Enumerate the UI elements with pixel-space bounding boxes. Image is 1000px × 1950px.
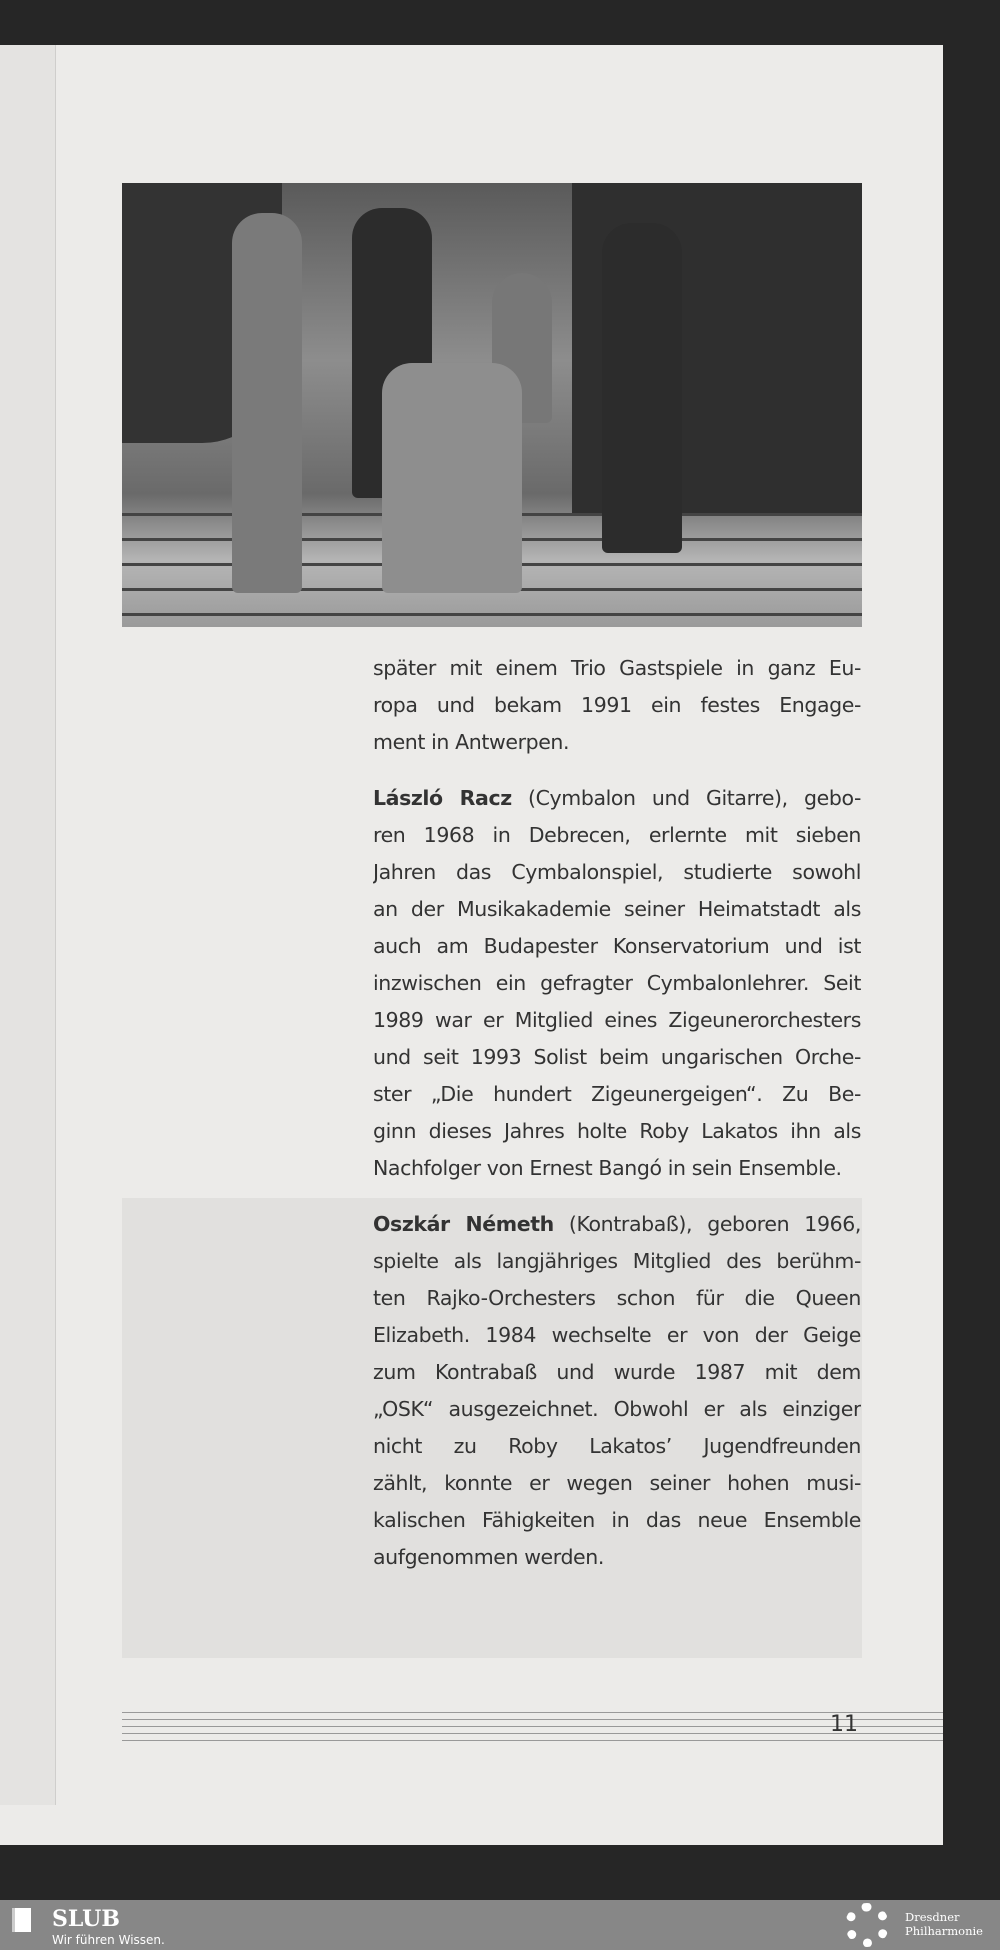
staff-line: [122, 1733, 943, 1734]
slub-book-icon: [12, 1908, 31, 1932]
text-line: Nachfolger von Ernest Bangó in sein Ensemble.: [373, 1156, 842, 1180]
text-line: ten Rajko-Orchesters schon für die Queen: [373, 1286, 861, 1310]
previous-page-edge: [0, 45, 56, 1805]
philharmonie-logo[interactable]: [905, 1910, 983, 1938]
footer-bar: [0, 1900, 1000, 1950]
page-number: 11: [830, 1712, 858, 1737]
slub-logo[interactable]: SLUB: [52, 1906, 120, 1932]
text-line: an der Musikakademie seiner Heimatstadt als: [373, 897, 861, 921]
staff-line: [122, 1719, 943, 1720]
staff-line: [122, 1712, 943, 1713]
musician-name: László Racz: [373, 786, 512, 810]
paragraph-1: [373, 650, 861, 761]
text-line: ster „Die hundert Zigeunergeigen“. Zu Be-: [373, 1082, 861, 1106]
paragraph-oszkar-nemeth: [373, 1206, 861, 1576]
text-line: Jahren das Cymbalonspiel, studierte sowohl: [373, 860, 861, 884]
text-line: spielte als langjähriges Mitglied des berühm-: [373, 1249, 861, 1273]
text-line: ropa und bekam 1991 ein festes Engage-: [373, 693, 861, 717]
musician-name: Oszkár Németh: [373, 1212, 554, 1236]
text-line: zum Kontrabaß und wurde 1987 mit dem: [373, 1360, 861, 1384]
slub-tagline: Wir führen Wissen.: [52, 1933, 165, 1947]
paragraph-laszlo-racz: [373, 780, 861, 1187]
text-line: ginn dieses Jahres holte Roby Lakatos ihn als: [373, 1119, 861, 1143]
partner-line-2: Philharmonie: [905, 1924, 983, 1938]
text-line: ren 1968 in Debrecen, erlernte mit sieben: [373, 823, 861, 847]
text-line: aufgenommen werden.: [373, 1545, 604, 1569]
text-line: (Cymbalon und Gitarre), gebo-: [511, 786, 861, 810]
text-line: zählt, konnte er wegen seiner hohen musi-: [373, 1471, 861, 1495]
text-line: Elizabeth. 1984 wechselte er von der Geige: [373, 1323, 861, 1347]
text-line: „OSK“ ausgezeichnet. Obwohl er als einziger: [373, 1397, 861, 1421]
philharmonie-logo-icon: [845, 1903, 889, 1947]
text-line: und seit 1993 Solist beim ungarischen Orche-: [373, 1045, 861, 1069]
partner-line-1: Dresdner: [905, 1910, 960, 1924]
staff-line: [122, 1740, 943, 1741]
text-line: später mit einem Trio Gastspiele in ganz Eu-: [373, 656, 861, 680]
text-line: nicht zu Roby Lakatos’ Jugendfreunden: [373, 1434, 861, 1458]
ensemble-photo: [122, 183, 862, 627]
text-line: (Kontrabaß), geboren 1966,: [553, 1212, 861, 1236]
text-line: ment in Antwerpen.: [373, 730, 570, 754]
staff-line: [122, 1726, 943, 1727]
body-text: [373, 650, 861, 1595]
text-line: 1989 war er Mitglied eines Zigeunerorchesters: [373, 1008, 861, 1032]
text-line: kalischen Fähigkeiten in das neue Ensemble: [373, 1508, 861, 1532]
text-line: auch am Budapester Konservatorium und ist: [373, 934, 861, 958]
text-line: inzwischen ein gefragter Cymbalonlehrer. Seit: [373, 971, 861, 995]
